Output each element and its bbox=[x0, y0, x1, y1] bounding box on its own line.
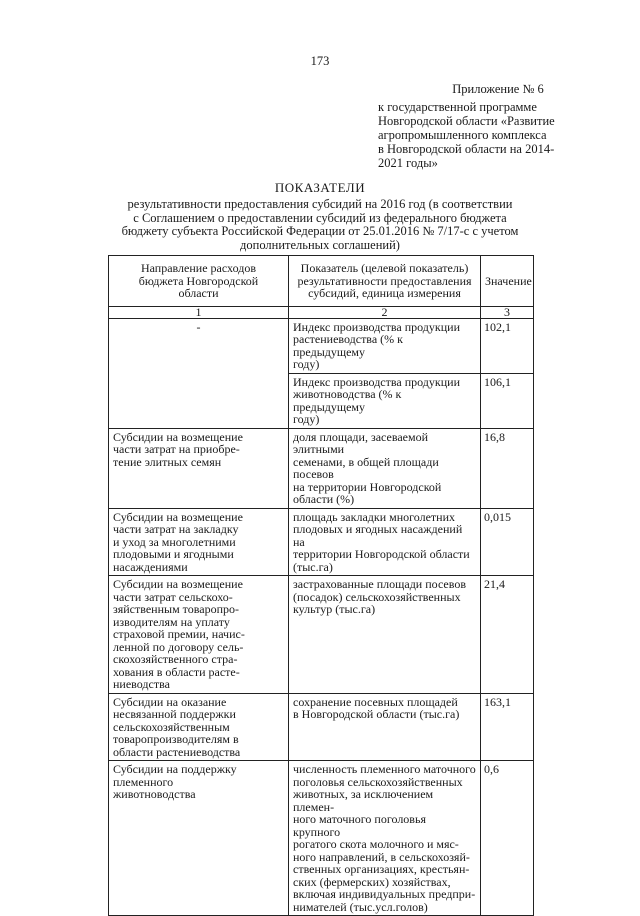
cell-direction: Субсидии на возмещение части затрат сельскохо- зяйственным товаропро- изводителям на уплату страховой премии, начис- ленной по договору сель- скохозяйственного стра- хования в области расте- ниеводства bbox=[109, 576, 289, 694]
subtitle-line: с Соглашением о предоставлении субсидий из федерального бюджета bbox=[133, 210, 507, 225]
table-row bbox=[109, 428, 534, 508]
cell-value: 16,8 bbox=[481, 428, 534, 508]
subtitle-line: результативности предоставления субсидий на 2016 год (в соответствии bbox=[127, 197, 513, 211]
page-number: 173 bbox=[310, 54, 330, 68]
column-number: 2 bbox=[289, 306, 481, 318]
cell-indicator: доля площади, засеваемой элитными семенами, в общей площади посевов на территории Новгородской области (%) bbox=[289, 428, 481, 508]
cell-value: 21,4 bbox=[481, 576, 534, 694]
cell-value: 106,1 bbox=[481, 373, 534, 428]
cell-direction: Субсидии на возмещение части затрат на приобре- тение элитных семян bbox=[109, 428, 289, 508]
cell-indicator: Индекс производства продукции растениеводства (% к предыдущему году) bbox=[289, 318, 481, 373]
subtitle-line: бюджету субъекта Российской Федерации от 25.01.2016 № 7/17-с с учетом bbox=[121, 224, 519, 238]
cell-value: 102,1 bbox=[481, 318, 534, 373]
appendix-block bbox=[378, 82, 608, 170]
appendix-line: к государственной программе bbox=[378, 100, 537, 114]
header-value: Значение bbox=[481, 256, 534, 307]
cell-value: 0,6 bbox=[481, 761, 534, 916]
appendix-line: Новгородской области «Развитие bbox=[378, 114, 555, 128]
appendix-title: Приложение № 6 bbox=[452, 82, 544, 96]
table-row bbox=[109, 508, 534, 576]
column-number-row bbox=[109, 306, 534, 318]
indicators-table bbox=[108, 255, 534, 916]
table-row bbox=[109, 693, 534, 761]
appendix-line: 2021 годы» bbox=[378, 156, 438, 170]
appendix-line: агропромышленного комплекса bbox=[378, 128, 547, 142]
document-title: ПОКАЗАТЕЛИ bbox=[274, 180, 366, 195]
column-number: 3 bbox=[481, 306, 534, 318]
table-row bbox=[109, 576, 534, 694]
cell-indicator: площадь закладки многолетних плодовых и ягодных насаждений на территории Новгородской области (тыс.га) bbox=[289, 508, 481, 576]
cell-value: 0,015 bbox=[481, 508, 534, 576]
cell-indicator: сохранение посевных площадей в Новгородской области (тыс.га) bbox=[289, 693, 481, 761]
subtitle-line: дополнительных соглашений) bbox=[240, 237, 400, 252]
appendix-line: в Новгородской области на 2014- bbox=[378, 142, 555, 156]
table-row bbox=[109, 761, 534, 916]
cell-direction: Субсидии на поддержку племенного животноводства bbox=[109, 761, 289, 916]
cell-value: 163,1 bbox=[481, 693, 534, 761]
header-indicator: Показатель (целевой показатель) результативности предоставления субсидий, единица измерения bbox=[289, 256, 481, 307]
cell-indicator: численность племенного маточного поголовья сельскохозяйственных животных, за исключением племен- ного маточного поголовья крупного рогатого скота молочного и мяс- ного направлений, в сельскохозяй- ственных организациях, крестьян- ских (фермерских) хозяйствах, включая индивидуальных предпри- нимателей (тыс.усл.голов) bbox=[289, 761, 481, 916]
cell-direction: - bbox=[109, 318, 289, 428]
cell-direction: Субсидии на возмещение части затрат на закладку и уход за многолетними плодовыми и ягодными насаждениями bbox=[109, 508, 289, 576]
table-row bbox=[109, 318, 534, 373]
table-body bbox=[109, 318, 534, 916]
document-subtitle bbox=[110, 198, 530, 252]
cell-indicator: застрахованные площади посевов (посадок) сельскохозяйственных культур (тыс.га) bbox=[289, 576, 481, 694]
column-number: 1 bbox=[109, 306, 289, 318]
header-direction: Направление расходов бюджета Новгородской области bbox=[109, 256, 289, 307]
cell-direction: Субсидии на оказание несвязанной поддержки сельскохозяйственным товаропроизводителям в области растениеводства bbox=[109, 693, 289, 761]
table-header-row bbox=[109, 256, 534, 307]
cell-indicator: Индекс производства продукции животноводства (% к предыдущему году) bbox=[289, 373, 481, 428]
